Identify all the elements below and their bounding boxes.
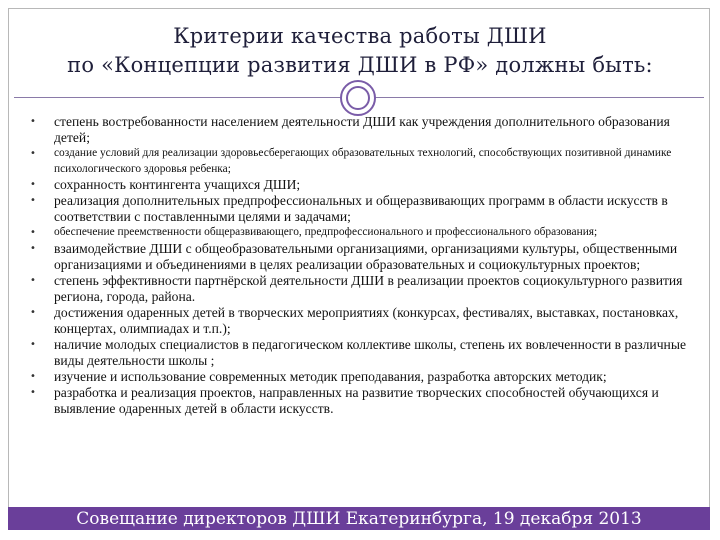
criteria-list: [28, 114, 698, 417]
criteria-item: [28, 385, 698, 417]
bullet-icon: •: [30, 116, 36, 127]
circle-emblem-icon: [340, 80, 376, 116]
bullet-icon: •: [30, 386, 36, 398]
slide-title-line-2: по «Концепции развития ДШИ в РФ» должны быть:: [67, 53, 653, 77]
criteria-item-text: реализация дополнительных предпрофессиональных и общеразвивающих программ в области искусств в соответствии с поставленными целями и задачами;: [54, 193, 668, 224]
bullet-icon: •: [30, 227, 36, 238]
criteria-item: [28, 114, 698, 146]
bullet-icon: •: [30, 370, 36, 382]
criteria-item-text: взаимодействие ДШИ с общеобразовательными организациями, организациями культуры, общественными организациями и объединениями в целях реализации образовательных и социокультурных проектов;: [54, 240, 678, 272]
bullet-icon: •: [30, 179, 36, 190]
bullet-icon: •: [30, 306, 36, 318]
criteria-item: [28, 305, 698, 337]
bullet-icon: •: [30, 242, 36, 254]
criteria-item-text: степень востребованности населением деятельности ДШИ как учреждения дополнительного образования детей;: [54, 114, 670, 145]
bullet-icon: •: [30, 148, 36, 159]
criteria-item-text: наличие молодых специалистов в педагогическом коллективе школы, степень их вовлеченности в различные виды деятельности школы ;: [54, 336, 686, 368]
criteria-item: [28, 146, 698, 177]
criteria-item: [28, 241, 698, 273]
slide-title-line-1: Критерии качества работы ДШИ: [173, 24, 547, 48]
criteria-item-text: разработка и реализация проектов, направленных на развитие творческих способностей обучающихся и выявление одаренных детей в области искусств.: [54, 384, 659, 416]
criteria-item: [28, 273, 698, 305]
criteria-item-text: сохранность контингента учащихся ДШИ;: [54, 177, 301, 192]
criteria-item: [28, 369, 698, 385]
bullet-icon: •: [30, 274, 36, 286]
criteria-item-text: достижения одаренных детей в творческих мероприятиях (конкурсах, фестивалях, выставках, постановках, концертах, олимпиадах и т.п.);: [54, 304, 679, 336]
criteria-item-text: изучение и использование современных методик преподавания, разработка авторских методик;: [54, 368, 607, 384]
bullet-icon: •: [30, 195, 36, 206]
criteria-item-text: обеспечение преемственности общеразвивающего, предпрофессионального и профессионального образования;: [54, 226, 598, 238]
criteria-item-text: степень эффективности партнёрской деятельности ДШИ в реализации проектов социокультурного развития региона, города, района.: [54, 272, 683, 304]
criteria-item: [28, 193, 698, 225]
slide-title: [0, 22, 720, 80]
bullet-icon: •: [30, 338, 36, 350]
criteria-item-text: создание условий для реализации здоровьесберегающих образовательных технологий, способствующих позитивной динамике психологического здоровья ребенка;: [54, 147, 672, 175]
criteria-item: [28, 225, 698, 241]
footer-text: Совещание директоров ДШИ Екатеринбурга, 19 декабря 2013: [76, 509, 642, 529]
criteria-item: [28, 177, 698, 193]
criteria-item: [28, 337, 698, 369]
